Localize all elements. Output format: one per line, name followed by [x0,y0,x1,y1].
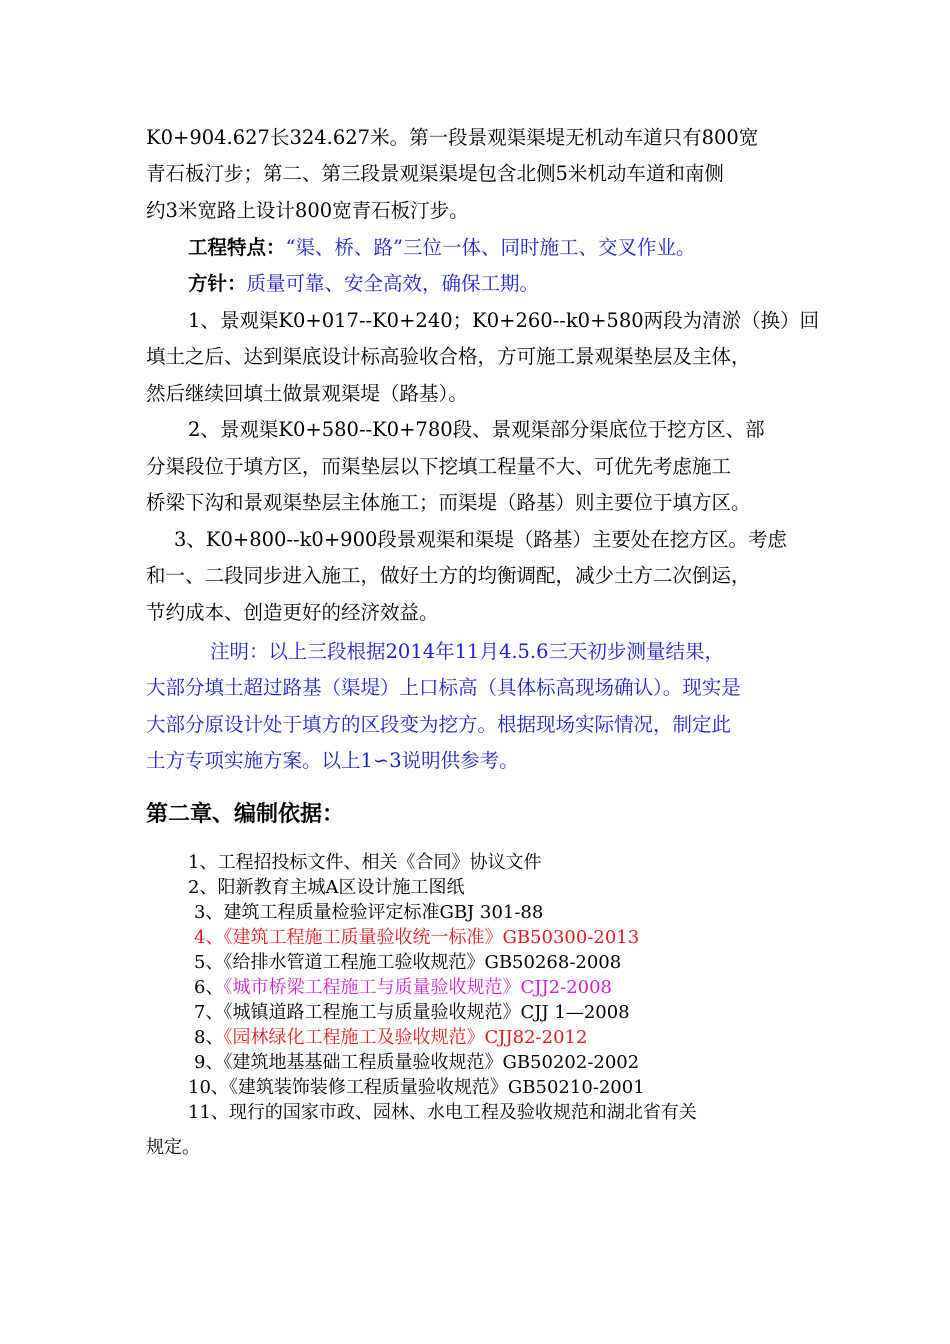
policy-label: 方针： [188,272,247,295]
policy-text: 质量可靠、安全高效，确保工期。 [246,272,540,295]
policy-line [188,272,950,296]
intro-line-3: 约3米宽路上设计800宽青石板汀步。 [146,199,469,222]
list-item: 3、建筑工程质量检验评定标准GBJ 301-88 [194,902,544,923]
intro-line-2: 青石板汀步；第二、第三段景观渠渠堤包含北侧5米机动车道和南侧 [146,162,724,185]
list-item: 5、《给排水管道工程施工验收规范》GB50268-2008 [194,952,622,973]
note-line-2: 大部分填土超过路基（渠堤）上口标高（具体标高现场确认）。现实是 [146,676,741,699]
note-line-4: 土方专项实施方案。以上1∽3说明供参考。 [146,749,519,772]
features-text: “渠、桥、路”三位一体、同时施工、交叉作业。 [285,236,696,259]
para3-line-2: 和一、二段同步进入施工，做好土方的均衡调配，减少土方二次倒运， [146,564,751,587]
list-item: 4、《建筑工程施工质量验收统一标准》GB50300-2013 [194,927,640,948]
para1-line-2: 填土之后、达到渠底设计标高验收合格，方可施工景观渠垫层及主体， [146,345,751,368]
para2-line-1: 2、景观渠K0+580--K0+780段、景观渠部分渠底位于挖方区、部 [188,418,765,441]
features-line [188,236,950,260]
list-item: 1、工程招投标文件、相关《合同》协议文件 [188,852,542,873]
para1-line-3: 然后继续回填土做景观渠堤（路基）。 [146,382,468,405]
para2-line-3: 桥梁下沟和景观渠垫层主体施工；而渠堤（路基）则主要位于填方区。 [146,491,751,514]
list-item: 11、现行的国家市政、园林、水电工程及验收规范和湖北省有关 [188,1102,697,1123]
list-item: 8、《园林绿化工程施工及验收规范》CJJ82-2012 [194,1027,588,1048]
list-item-continuation: 规定。 [146,1137,200,1158]
para1-line-1: 1、景观渠K0+017--K0+240；K0+260--k0+580两段为清淤（换）回 [188,309,820,332]
features-label: 工程特点： [188,236,286,259]
list-item: 10、《建筑装饰装修工程质量验收规范》GB50210-2001 [188,1077,645,1098]
list-item: 6、《城市桥梁工程施工与质量验收规范》CJJ2-2008 [194,977,612,998]
note-line-3: 大部分原设计处于填方的区段变为挖方。根据现场实际情况，制定此 [146,713,732,736]
intro-line-1: K0+904.627长324.627米。第一段景观渠渠堤无机动车道只有800宽 [146,126,759,149]
list-item: 2、阳新教育主城A区设计施工图纸 [188,877,465,898]
list-item: 9、《建筑地基基础工程质量验收规范》GB50202-2002 [194,1052,640,1073]
para2-line-2: 分渠段位于填方区，而渠垫层以下挖填工程量不大、可优先考虑施工 [146,455,732,478]
para3-line-1: 3、K0+800--k0+900段景观渠和渠堤（路基）主要处在挖方区。考虑 [174,528,787,551]
chapter-title: 第二章、编制依据： [146,802,345,827]
para3-line-3: 节约成本、创造更好的经济效益。 [146,601,439,624]
list-item: 7、《城镇道路工程施工与质量验收规范》CJJ 1—2008 [194,1002,630,1023]
note-line-1: 注明：以上三段根据2014年11月4.5.6三天初步测量结果， [210,640,725,663]
